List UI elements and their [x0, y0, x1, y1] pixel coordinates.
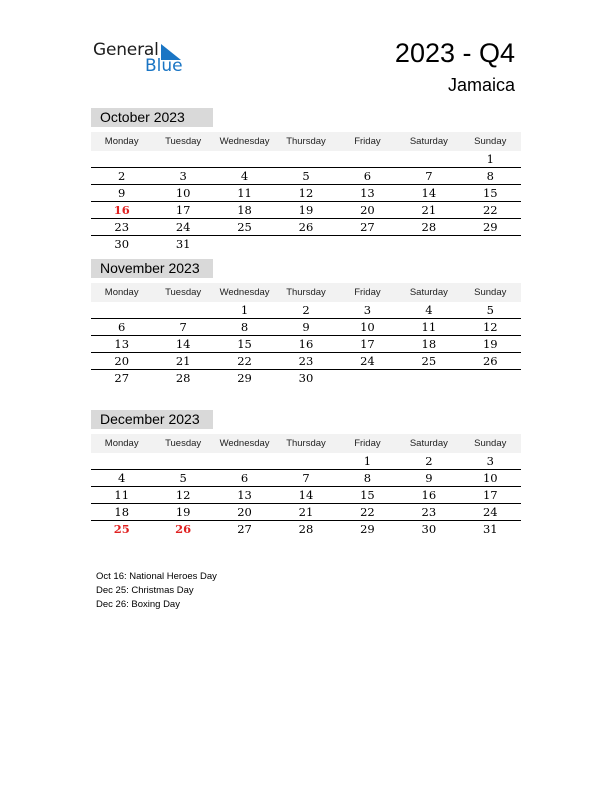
week-row	[91, 353, 521, 370]
day-cell: 30	[114, 237, 130, 251]
generalblue-logo	[93, 40, 193, 80]
country-name: Jamaica	[447, 75, 515, 95]
day-cell: 6	[118, 320, 126, 334]
day-cell	[214, 453, 275, 469]
weekday-label: Wednesday	[219, 438, 270, 449]
day-cell: 9	[425, 471, 433, 485]
holiday-notes	[96, 570, 217, 612]
day-cell: 27	[360, 220, 375, 234]
day-cell: 31	[175, 237, 191, 251]
day-cell: 17	[482, 488, 498, 502]
day-cell: 20	[237, 505, 252, 519]
day-cell: 9	[302, 320, 310, 334]
day-cell: 19	[482, 337, 498, 351]
day-cell: 3	[179, 169, 187, 183]
day-cell: 20	[114, 354, 130, 368]
holiday-note: Dec 25: Christmas Day	[96, 585, 194, 596]
weekday-label: Friday	[354, 438, 381, 449]
weekday-label: Monday	[104, 136, 139, 147]
weekday-header-row	[91, 283, 521, 302]
day-cell: 14	[298, 488, 314, 502]
day-cell: 2	[118, 169, 126, 183]
day-cell	[398, 236, 459, 252]
logo-text-general: General	[93, 40, 159, 60]
week-row	[91, 151, 521, 168]
day-cell: 8	[240, 320, 249, 334]
day-cell: 26	[482, 354, 498, 368]
day-cell	[91, 453, 152, 469]
day-cell: 11	[421, 320, 437, 334]
day-cell	[337, 370, 398, 386]
day-cell: 4	[240, 169, 249, 183]
weekday-label: Thursday	[286, 287, 326, 298]
day-cell: 5	[486, 303, 494, 317]
week-row	[91, 487, 521, 504]
day-cell: 28	[298, 522, 314, 536]
day-cell: 7	[179, 320, 187, 334]
day-cell: 21	[298, 505, 314, 519]
day-cell	[91, 151, 152, 167]
weekday-label: Tuesday	[165, 136, 202, 147]
day-cell: 18	[114, 505, 130, 519]
day-cell: 8	[486, 169, 494, 183]
day-cell: 12	[482, 320, 498, 334]
day-cell: 15	[360, 488, 375, 502]
day-cell: 22	[237, 354, 252, 368]
month-title: October 2023	[91, 108, 213, 127]
week-row	[91, 336, 521, 353]
day-cell	[460, 370, 521, 386]
day-cell: 8	[363, 471, 372, 485]
day-cell: 10	[482, 471, 498, 485]
day-cell: 29	[360, 522, 375, 536]
day-cell: 28	[175, 371, 191, 385]
weekday-label: Sunday	[474, 287, 507, 298]
day-cell: 29	[237, 371, 252, 385]
week-row	[91, 370, 521, 386]
weekday-label: Saturday	[409, 438, 448, 449]
day-cell: 15	[482, 186, 498, 200]
week-row	[91, 168, 521, 185]
day-cell: 26	[298, 220, 314, 234]
day-cell: 22	[482, 203, 498, 217]
day-cell: 7	[302, 471, 310, 485]
day-cell: 21	[421, 203, 437, 217]
day-cell: 18	[237, 203, 252, 217]
day-cell	[91, 302, 152, 318]
day-cell: 13	[237, 488, 252, 502]
day-cell: 29	[482, 220, 498, 234]
day-cell: 7	[425, 169, 433, 183]
day-cell: 2	[302, 303, 310, 317]
day-cell: 5	[302, 169, 310, 183]
day-cell: 30	[421, 522, 437, 536]
day-cell: 10	[360, 320, 375, 334]
day-cell: 16	[421, 488, 437, 502]
day-cell: 24	[175, 220, 191, 234]
week-row	[91, 302, 521, 319]
weekday-label: Wednesday	[219, 136, 270, 147]
day-cell: 17	[175, 203, 191, 217]
page-title: 2023 - Q4	[394, 38, 515, 68]
weekday-label: Saturday	[409, 136, 448, 147]
weekday-label: Thursday	[286, 438, 326, 449]
day-cell: 27	[114, 371, 130, 385]
week-row	[91, 202, 521, 219]
day-cell: 24	[482, 505, 498, 519]
day-cell	[398, 370, 459, 386]
day-cell: 23	[114, 220, 130, 234]
month-block-october	[91, 108, 521, 252]
weekday-label: Monday	[104, 438, 139, 449]
week-row	[91, 470, 521, 487]
day-cell: 10	[175, 186, 191, 200]
day-cell: 11	[237, 186, 252, 200]
day-cell	[214, 236, 275, 252]
day-cell: 19	[298, 203, 314, 217]
day-cell: 16	[298, 337, 314, 351]
day-cell	[337, 236, 398, 252]
weekday-label: Tuesday	[165, 287, 202, 298]
day-cell: 24	[360, 354, 375, 368]
day-cell: 19	[175, 505, 191, 519]
day-cell	[398, 151, 459, 167]
weekday-header-row	[91, 434, 521, 453]
weekday-label: Sunday	[474, 438, 507, 449]
day-cell	[460, 236, 521, 252]
holiday-note: Oct 16: National Heroes Day	[96, 571, 217, 582]
day-cell: 25	[237, 220, 252, 234]
week-row	[91, 319, 521, 336]
day-cell: 23	[421, 505, 437, 519]
week-row	[91, 236, 521, 252]
day-cell	[275, 151, 336, 167]
day-cell: 6	[240, 471, 249, 485]
day-cell: 22	[360, 505, 375, 519]
day-cell: 17	[360, 337, 375, 351]
holiday-note: Dec 26: Boxing Day	[96, 599, 180, 610]
day-cell: 18	[421, 337, 437, 351]
day-cell	[214, 151, 275, 167]
holiday-day-cell: 25	[113, 522, 130, 536]
week-row	[91, 219, 521, 236]
day-cell	[275, 453, 336, 469]
day-cell: 20	[360, 203, 375, 217]
day-cell: 3	[486, 454, 494, 468]
week-row	[91, 453, 521, 470]
day-cell	[152, 302, 213, 318]
weekday-label: Thursday	[286, 136, 326, 147]
day-cell: 6	[363, 169, 372, 183]
day-cell: 3	[363, 303, 372, 317]
month-title: December 2023	[91, 410, 213, 429]
day-cell: 12	[298, 186, 314, 200]
day-cell: 11	[114, 488, 130, 502]
day-cell	[152, 453, 213, 469]
day-cell: 27	[237, 522, 252, 536]
logo-text-blue: Blue	[145, 56, 183, 76]
day-cell: 4	[425, 303, 433, 317]
month-block-december	[91, 410, 521, 537]
week-row	[91, 521, 521, 537]
day-cell: 31	[482, 522, 498, 536]
day-cell: 5	[179, 471, 187, 485]
weekday-label: Wednesday	[219, 287, 270, 298]
holiday-day-cell: 16	[113, 203, 130, 217]
day-cell: 25	[421, 354, 437, 368]
day-cell: 4	[118, 471, 126, 485]
week-row	[91, 504, 521, 521]
weekday-label: Friday	[354, 287, 381, 298]
month-weeks	[91, 453, 521, 537]
weekday-label: Saturday	[409, 287, 448, 298]
week-row	[91, 185, 521, 202]
month-block-november	[91, 259, 521, 386]
month-weeks	[91, 151, 521, 252]
day-cell: 28	[421, 220, 437, 234]
holiday-day-cell: 26	[175, 522, 192, 536]
day-cell: 14	[175, 337, 191, 351]
day-cell	[275, 236, 336, 252]
weekday-label: Friday	[354, 136, 381, 147]
month-weeks	[91, 302, 521, 386]
day-cell: 2	[425, 454, 433, 468]
day-cell: 12	[175, 488, 191, 502]
day-cell: 30	[298, 371, 314, 385]
day-cell	[152, 151, 213, 167]
day-cell: 13	[114, 337, 130, 351]
weekday-label: Sunday	[474, 136, 507, 147]
day-cell: 23	[298, 354, 314, 368]
day-cell: 15	[237, 337, 252, 351]
day-cell: 14	[421, 186, 437, 200]
day-cell: 21	[175, 354, 191, 368]
weekday-label: Tuesday	[165, 438, 202, 449]
day-cell: 9	[118, 186, 126, 200]
day-cell: 1	[240, 303, 249, 317]
day-cell: 1	[486, 152, 494, 166]
day-cell: 13	[360, 186, 375, 200]
month-title: November 2023	[91, 259, 213, 278]
day-cell	[337, 151, 398, 167]
day-cell: 1	[363, 454, 372, 468]
weekday-label: Monday	[104, 287, 139, 298]
weekday-header-row	[91, 132, 521, 151]
